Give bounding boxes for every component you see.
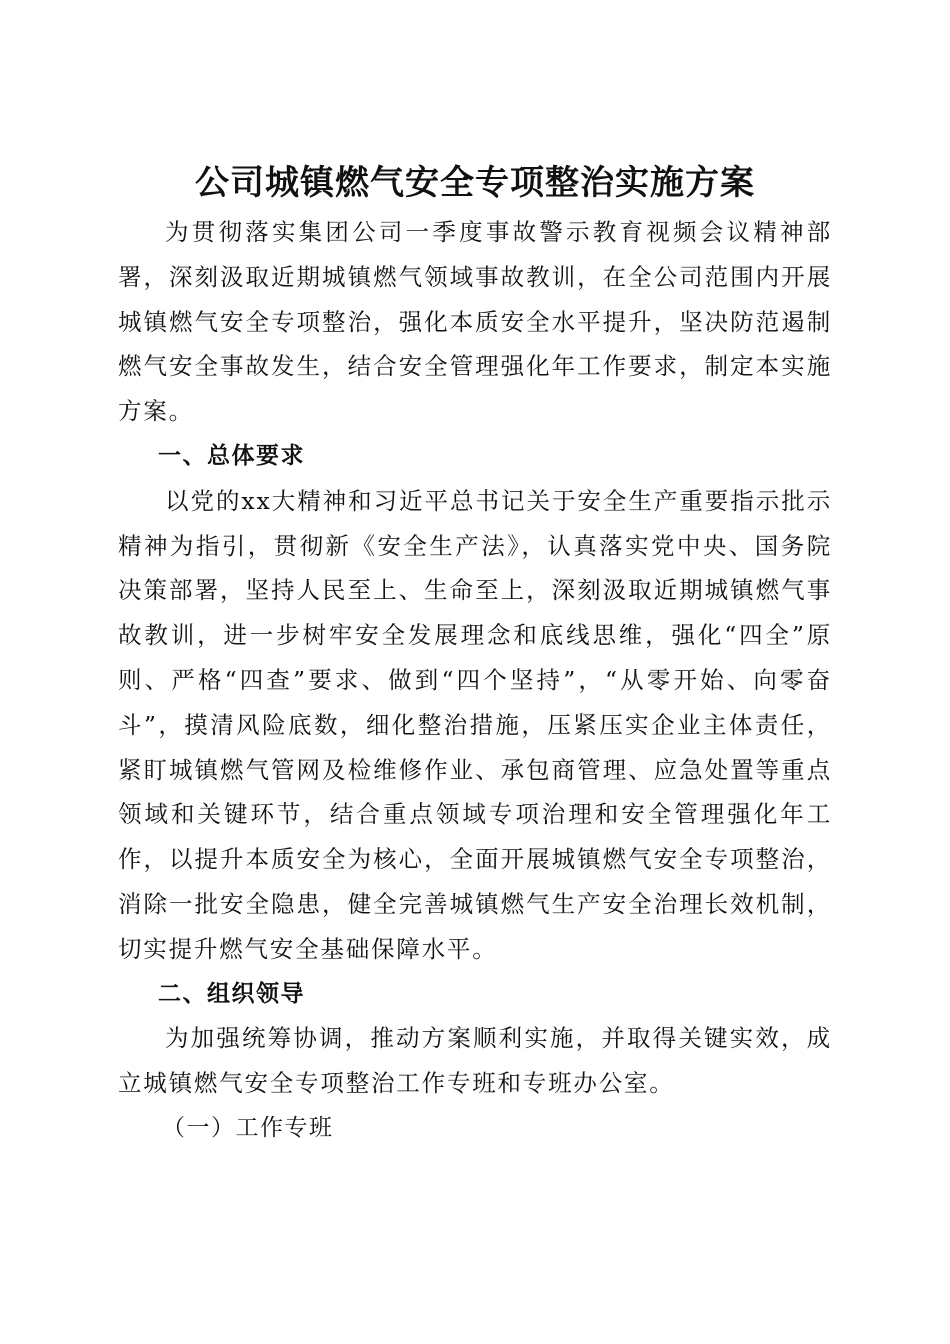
document-body: [118, 210, 832, 1151]
general-requirements-paragraph: 以党的xx大精神和习近平总书记关于安全生产重要指示批示精神为指引，贯彻新《安全生产法》，认真落实党中央、国务院决策部署，坚持人民至上、生命至上，深刻汲取近期城镇燃气事故教训，进一步树牢安全发展理念和底线思维，强化“四全”原则、严格“四查”要求、做到“四个坚持”，“从零开始、向零奋斗”，摸清风险底数，细化整治措施，压紧压实企业主体责任，紧盯城镇燃气管网及检维修作业、承包商管理、应急处置等重点领域和关键环节，结合重点领域专项治理和安全管理强化年工作，以提升本质安全为核心，全面开展城镇燃气安全专项整治，消除一批安全隐患，健全完善城镇燃气生产安全治理长效机制，切实提升燃气安全基础保障水平。: [118, 486, 832, 963]
section-heading-organization-leadership: 二、组织领导: [158, 980, 305, 1007]
document-title: 公司城镇燃气安全专项整治实施方案: [195, 162, 755, 203]
intro-paragraph: 为贯彻落实集团公司一季度事故警示教育视频会议精神部署，深刻汲取近期城镇燃气领域事故教训，在全公司范围内开展城镇燃气安全专项整治，强化本质安全水平提升，坚决防范遏制燃气安全事故发生，结合安全管理强化年工作要求，制定本实施方案。: [118, 218, 832, 426]
section-heading-general-requirements: 一、总体要求: [158, 442, 305, 469]
subsection-heading-work-team: （一）工作专班: [162, 1114, 334, 1141]
organization-leadership-paragraph: 为加强统筹协调，推动方案顺利实施，并取得关键实效，成立城镇燃气安全专项整治工作专班和专班办公室。: [118, 1024, 832, 1098]
